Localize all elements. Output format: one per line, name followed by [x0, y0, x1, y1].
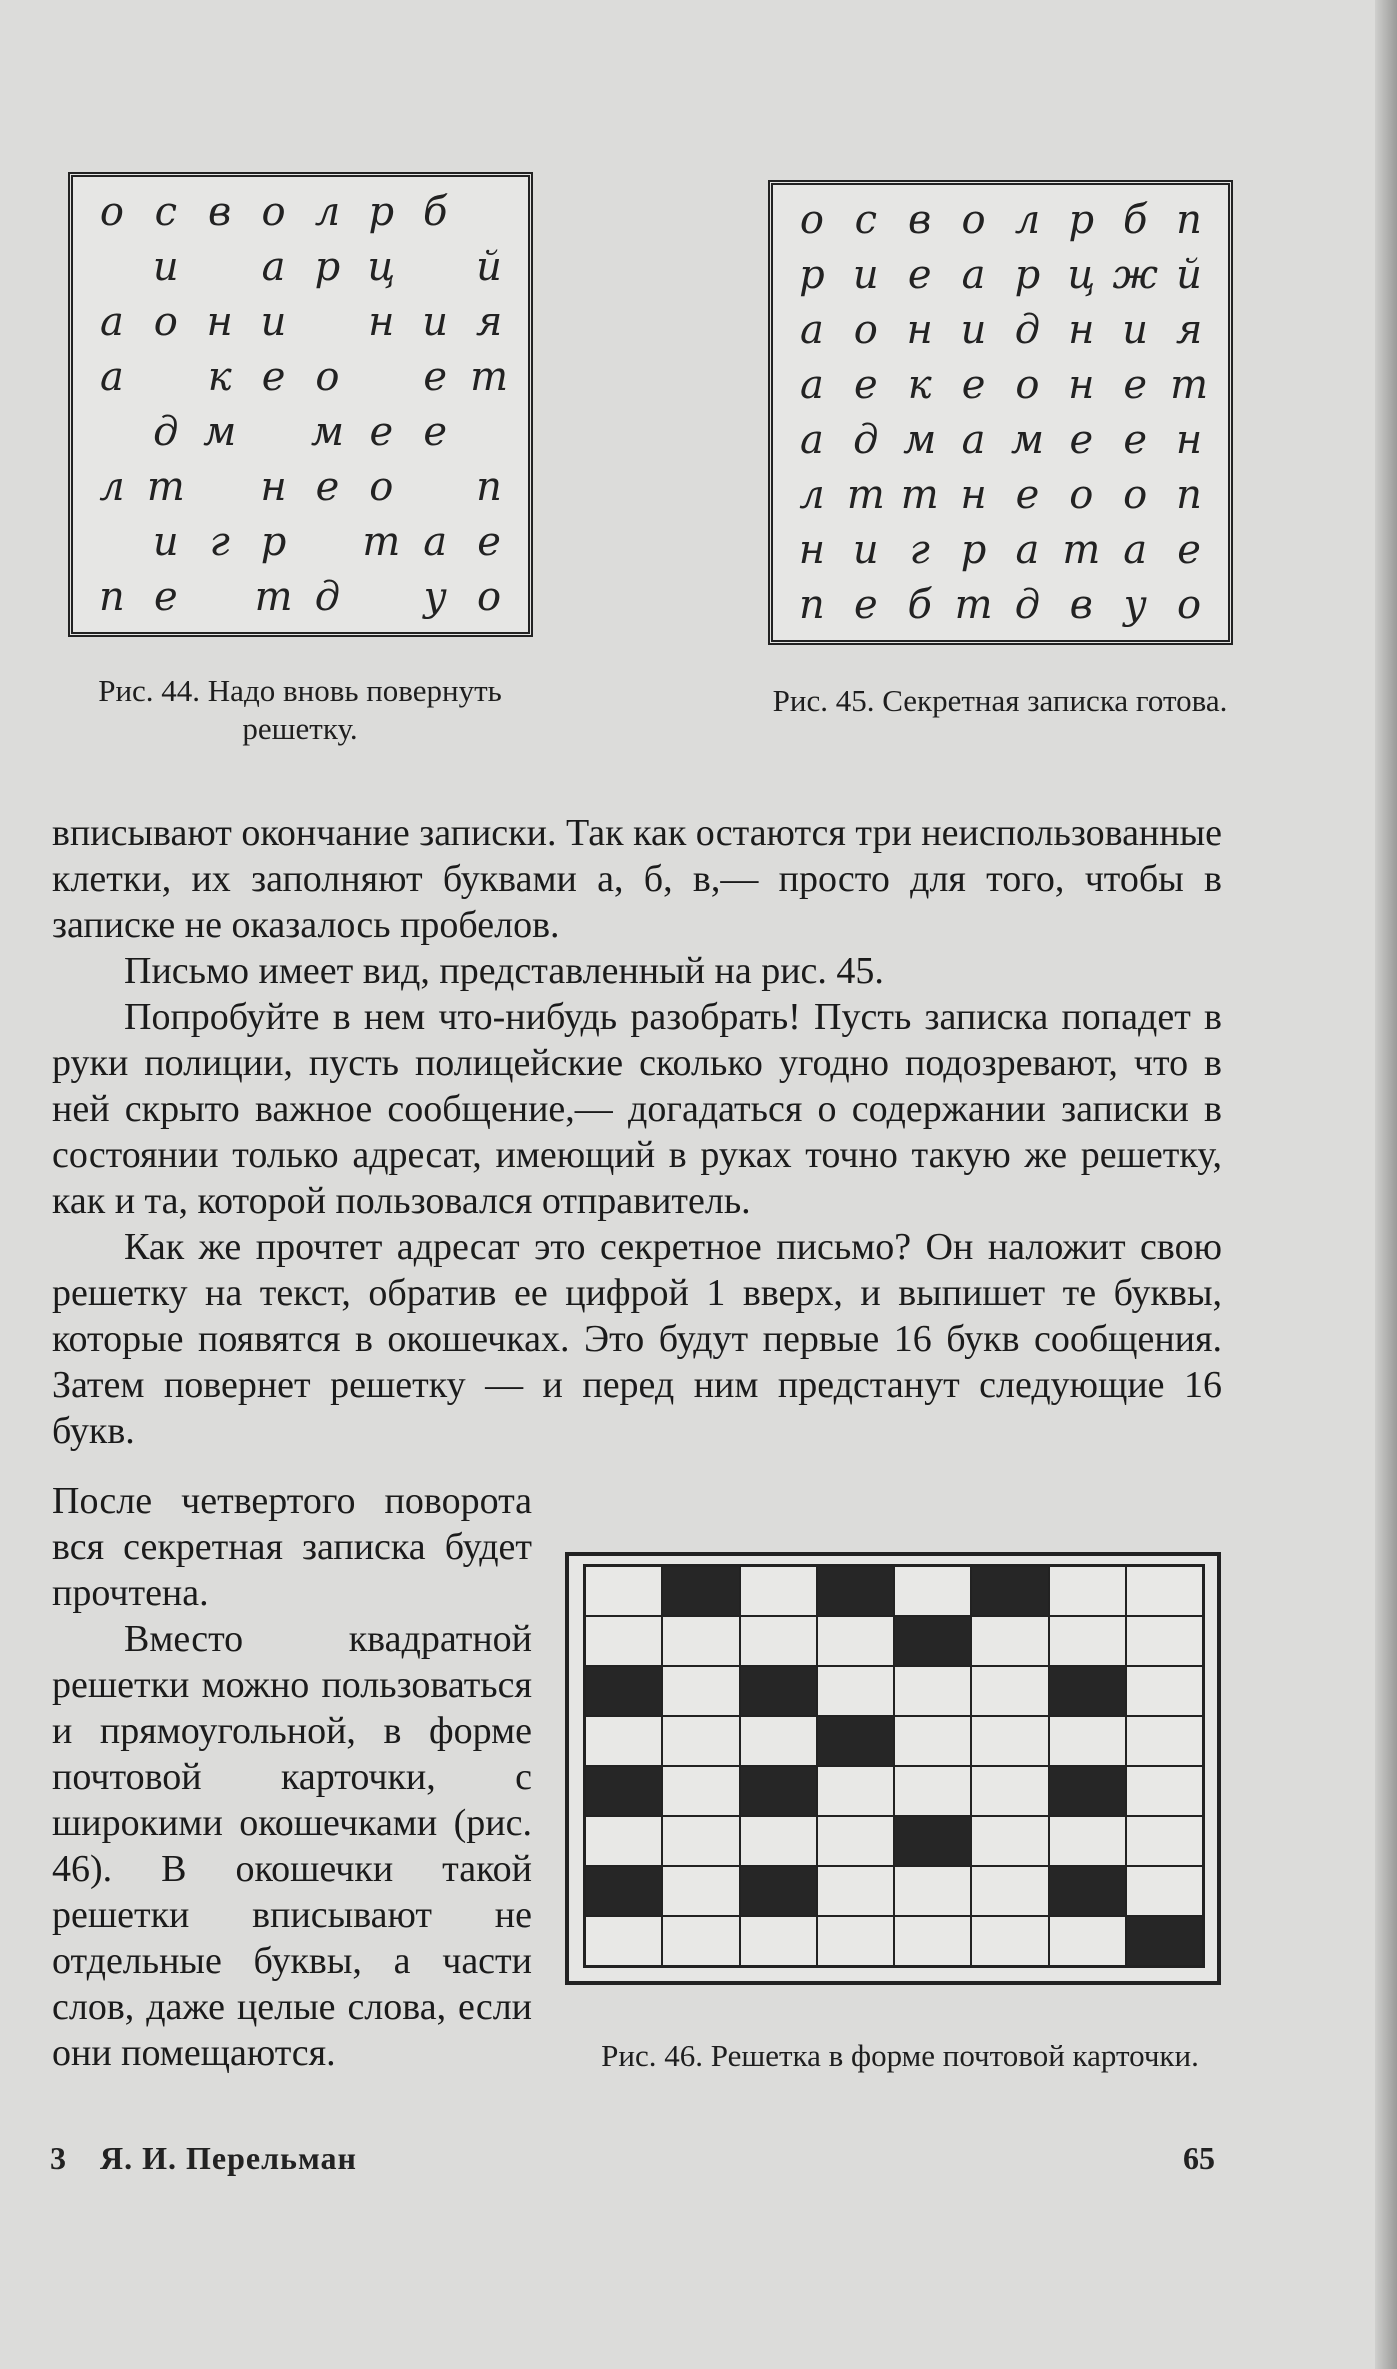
- grille-cell: [585, 1916, 662, 1966]
- paragraph: Как же прочтет адресат это секретное письмо? Он наложит свою решетку на текст, обратив ее цифрой 1 вверх, и выпишет те буквы, которые появятся в окошечках. Это будут первые 16 букв сообщения. Затем повернет решетку — и перед ним предстанут следующие 16 букв.: [52, 1226, 1222, 1452]
- grid-letter: й: [1176, 252, 1202, 299]
- grille-cell: [740, 1816, 817, 1866]
- grille-window: [894, 1816, 971, 1866]
- grid-letter: д: [153, 408, 179, 455]
- grille-cell: [1049, 1816, 1126, 1866]
- grille-window: [971, 1566, 1048, 1616]
- main-text: [52, 810, 1222, 1454]
- figure-45-caption: Рис. 45. Секретная записка готова.: [772, 683, 1228, 718]
- author-name: Я. И. Перельман: [100, 2140, 357, 2176]
- grille-cell: [662, 1866, 739, 1916]
- grille-cell: [740, 1566, 817, 1616]
- grid-letter: е: [153, 573, 178, 620]
- grid-letter: о: [1177, 581, 1202, 628]
- grid-letter: и: [1122, 307, 1149, 354]
- grille-window: [662, 1566, 739, 1616]
- figure-46-grille: [565, 1552, 1221, 1985]
- signature-mark: 3: [50, 2140, 66, 2176]
- grille-window: [1049, 1666, 1126, 1716]
- grille-cell: [894, 1666, 971, 1716]
- grid-letter: е: [261, 354, 286, 401]
- grid-letter: п: [799, 581, 825, 628]
- grid-letter: е: [1177, 526, 1201, 573]
- grid-letter: н: [960, 471, 987, 518]
- grille-cell: [1126, 1816, 1203, 1866]
- grid-letter: т: [900, 471, 939, 518]
- grille-cell: [894, 1916, 971, 1966]
- grille-cell: [894, 1716, 971, 1766]
- grid-letter: й: [476, 244, 502, 291]
- grid-letter: т: [470, 354, 509, 401]
- grille-cell: [585, 1816, 662, 1866]
- grid-letter: [193, 459, 247, 514]
- grid-letter: у: [1123, 581, 1147, 628]
- grille-cell: [1049, 1916, 1126, 1966]
- grid-letter: о: [853, 307, 878, 354]
- grid-letter: м: [203, 408, 237, 455]
- grid-letter: н: [260, 463, 287, 510]
- grille-cell: [971, 1816, 1048, 1866]
- grille-window: [1049, 1866, 1126, 1916]
- grid-letter: в: [908, 197, 932, 244]
- grid-letter: р: [960, 526, 987, 573]
- grille-cell: [662, 1716, 739, 1766]
- grid-letter: р: [1068, 197, 1095, 244]
- grille-cell: [1126, 1666, 1203, 1716]
- grille-cell: [817, 1666, 894, 1716]
- grid-letter: [408, 459, 462, 514]
- grid-letter: о: [153, 299, 178, 346]
- grille-cell: [662, 1666, 739, 1716]
- grille-window: [585, 1666, 662, 1716]
- grid-letter: б: [422, 189, 448, 236]
- grille-cell: [1126, 1566, 1203, 1616]
- grid-letter: о: [315, 354, 340, 401]
- grid-letter: о: [477, 573, 502, 620]
- grille-cell: [817, 1766, 894, 1816]
- paragraph: Попробуйте в нем что-нибудь разобрать! Пусть записка попадет в руки полиции, пусть полицейские сколько угодно подозревают, что в ней скрыто важное сообщение,— догадаться о содержании записки в состоянии только адресат, имеющий в руках точно такую же решетку, как и та, которой пользовался отправитель.: [52, 996, 1222, 1222]
- grid-letter: и: [152, 518, 179, 565]
- grid-letter: [139, 350, 193, 405]
- grid-letter: а: [261, 244, 286, 291]
- grille-cell: [971, 1866, 1048, 1916]
- side-text: [52, 1478, 532, 2076]
- grid-letter: а: [1123, 526, 1148, 573]
- grille-window: [585, 1866, 662, 1916]
- grille-cell: [894, 1566, 971, 1616]
- grid-letter: н: [206, 299, 233, 346]
- grille-cell: [1049, 1616, 1126, 1666]
- grid-letter: [462, 405, 516, 460]
- grid-letter: н: [1068, 307, 1095, 354]
- grid-letter: д: [314, 573, 341, 620]
- grid-letter: к: [907, 362, 932, 409]
- grid-letter: е: [477, 518, 501, 565]
- grid-letter: п: [1176, 197, 1202, 244]
- grid-letter: т: [954, 581, 993, 628]
- grid-letter: т: [846, 471, 885, 518]
- grille-window: [585, 1766, 662, 1816]
- grid-letter: д: [1014, 307, 1041, 354]
- grid-letter: м: [310, 408, 345, 455]
- grid-letter: р: [260, 518, 287, 565]
- grid-letter: б: [907, 581, 932, 628]
- grille-window: [1049, 1766, 1126, 1816]
- grid-letter: [354, 569, 408, 624]
- grille-cell: [971, 1916, 1048, 1966]
- grid-letter: е: [1015, 471, 1040, 518]
- grille-window: [817, 1716, 894, 1766]
- grid-letter: а: [800, 362, 824, 409]
- grille-cell: [740, 1616, 817, 1666]
- grid-letter: б: [1122, 197, 1148, 244]
- grid-letter: [85, 405, 139, 460]
- grid-letter: и: [960, 307, 987, 354]
- grille-cell: [740, 1916, 817, 1966]
- grid-letter: [247, 405, 301, 460]
- figure-45-grid: [768, 180, 1233, 645]
- grid-letter: о: [369, 463, 394, 510]
- grille-cell: [971, 1666, 1048, 1716]
- grille-cell: [1126, 1616, 1203, 1666]
- grid-letter: р: [799, 252, 825, 299]
- grid-letter: п: [1176, 471, 1202, 518]
- grid-letter: я: [475, 299, 503, 346]
- grid-letter: д: [1014, 581, 1041, 628]
- grid-letter: е: [853, 362, 878, 409]
- grid-letter: [193, 240, 247, 295]
- grid-letter: к: [207, 354, 232, 401]
- grid-letter: [301, 295, 355, 350]
- paragraph: Вместо квадратной решетки можно пользоваться и прямоугольной, в форме почтовой карточки, с широкими окошечками (рис. 46). В окошечки такой решетки вписывают не отдельные буквы, а части слов, даже целые слова, если они помещаются.: [52, 1618, 532, 2074]
- grid-letter: м: [1010, 416, 1045, 463]
- grid-letter: е: [907, 252, 932, 299]
- grid-letter: [193, 569, 247, 624]
- grid-letter: м: [903, 416, 937, 463]
- figure-44-caption: Рис. 44. Надо вновь повернуть решетку.: [98, 673, 502, 746]
- grid-letter: т: [1062, 526, 1101, 573]
- grille-cell: [740, 1716, 817, 1766]
- grid-letter: н: [906, 307, 933, 354]
- grid-letter: а: [100, 299, 124, 346]
- grid-letter: т: [1170, 362, 1209, 409]
- grid-letter: в: [1069, 581, 1093, 628]
- grid-letter: а: [800, 307, 824, 354]
- grid-letter: н: [368, 299, 395, 346]
- figure-46-caption: Рис. 46. Решетка в форме почтовой карточки.: [601, 2038, 1199, 2073]
- grille-cell: [971, 1716, 1048, 1766]
- grille-cell: [662, 1916, 739, 1966]
- grille-window: [817, 1566, 894, 1616]
- figure-44-grid: [68, 172, 533, 637]
- grille-cell: [1126, 1866, 1203, 1916]
- grid-letter: о: [799, 197, 824, 244]
- grid-letter: е: [369, 408, 394, 455]
- grid-letter: а: [1015, 526, 1040, 573]
- grille-cell: [817, 1616, 894, 1666]
- grille-cell: [894, 1866, 971, 1916]
- grid-letter: е: [315, 463, 340, 510]
- grid-letter: о: [1123, 471, 1148, 518]
- grid-letter: е: [1069, 416, 1094, 463]
- grid-letter: р: [1014, 252, 1041, 299]
- grid-letter: о: [961, 197, 986, 244]
- grid-letter: н: [798, 526, 826, 573]
- grid-letter: е: [1123, 416, 1148, 463]
- grille-cell: [1126, 1716, 1203, 1766]
- grille-cell: [585, 1566, 662, 1616]
- grille-cell: [662, 1816, 739, 1866]
- grid-letter: о: [261, 189, 286, 236]
- grid-letter: ж: [1112, 252, 1158, 299]
- grid-letter: о: [1015, 362, 1040, 409]
- paragraph: После четвертого поворота вся секретная записка будет прочтена.: [52, 1480, 532, 1614]
- grid-letter: и: [260, 299, 287, 346]
- grid-letter: е: [423, 354, 448, 401]
- grid-letter: р: [314, 244, 341, 291]
- grille-cell: [1126, 1766, 1203, 1816]
- grid-letter: л: [99, 463, 125, 510]
- grille-window: [740, 1766, 817, 1816]
- grille-cell: [585, 1616, 662, 1666]
- grid-letter: [85, 240, 139, 295]
- grid-letter: т: [362, 518, 401, 565]
- grid-letter: е: [423, 408, 448, 455]
- grid-letter: ц: [1067, 252, 1096, 299]
- grid-letter: [354, 350, 408, 405]
- grid-letter: а: [100, 354, 124, 401]
- grid-letter: о: [1069, 471, 1094, 518]
- grid-letter: и: [422, 299, 449, 346]
- grille-window: [740, 1666, 817, 1716]
- grid-letter: [408, 240, 462, 295]
- grid-letter: в: [208, 189, 232, 236]
- grid-letter: л: [1014, 197, 1041, 244]
- grid-letter: [462, 185, 516, 240]
- grid-letter: и: [852, 252, 879, 299]
- grid-letter: и: [152, 244, 179, 291]
- grid-letter: а: [423, 518, 448, 565]
- grid-letter: п: [99, 573, 125, 620]
- grid-letter: л: [314, 189, 341, 236]
- grid-letter: р: [368, 189, 395, 236]
- grid-letter: о: [99, 189, 124, 236]
- grille-cell: [971, 1616, 1048, 1666]
- grille-cell: [817, 1916, 894, 1966]
- grid-letter: г: [209, 518, 230, 565]
- grid-letter: и: [852, 526, 879, 573]
- grid-letter: н: [1175, 416, 1203, 463]
- grid-letter: т: [254, 573, 293, 620]
- grille-cell: [894, 1766, 971, 1816]
- grid-letter: д: [853, 416, 879, 463]
- grille-cell: [1049, 1566, 1126, 1616]
- paragraph: вписывают окончание записки. Так как остаются три неиспользованные клетки, их заполняют буквами а, б, в,— просто для того, чтобы в записке не оказалось пробелов.: [52, 812, 1222, 946]
- grid-letter: с: [854, 197, 878, 244]
- grid-letter: а: [961, 416, 986, 463]
- grille-cell: [1049, 1716, 1126, 1766]
- grid-letter: п: [476, 463, 502, 510]
- grid-letter: я: [1175, 307, 1203, 354]
- grid-letter: ц: [367, 244, 396, 291]
- grille-cell: [662, 1616, 739, 1666]
- grid-letter: е: [853, 581, 878, 628]
- grid-letter: г: [909, 526, 930, 573]
- grid-letter: [85, 514, 139, 569]
- grille-window: [894, 1616, 971, 1666]
- page-number: 65: [1183, 2140, 1215, 2176]
- grid-letter: т: [146, 463, 185, 510]
- grille-cell: [817, 1866, 894, 1916]
- paragraph: Письмо имеет вид, представленный на рис. 45.: [124, 950, 884, 992]
- grid-letter: у: [423, 573, 447, 620]
- grille-cell: [971, 1766, 1048, 1816]
- grid-letter: л: [799, 471, 825, 518]
- grid-letter: н: [1068, 362, 1095, 409]
- grid-letter: е: [1123, 362, 1148, 409]
- grid-letter: а: [800, 416, 824, 463]
- page-edge: [1375, 0, 1397, 2369]
- grid-letter: а: [961, 252, 986, 299]
- grid-letter: е: [961, 362, 986, 409]
- grille-cell: [585, 1716, 662, 1766]
- grille-window: [1126, 1916, 1203, 1966]
- grille-cell: [662, 1766, 739, 1816]
- grid-letter: с: [154, 189, 178, 236]
- grille-cell: [817, 1816, 894, 1866]
- grid-letter: [301, 514, 355, 569]
- grille-window: [740, 1866, 817, 1916]
